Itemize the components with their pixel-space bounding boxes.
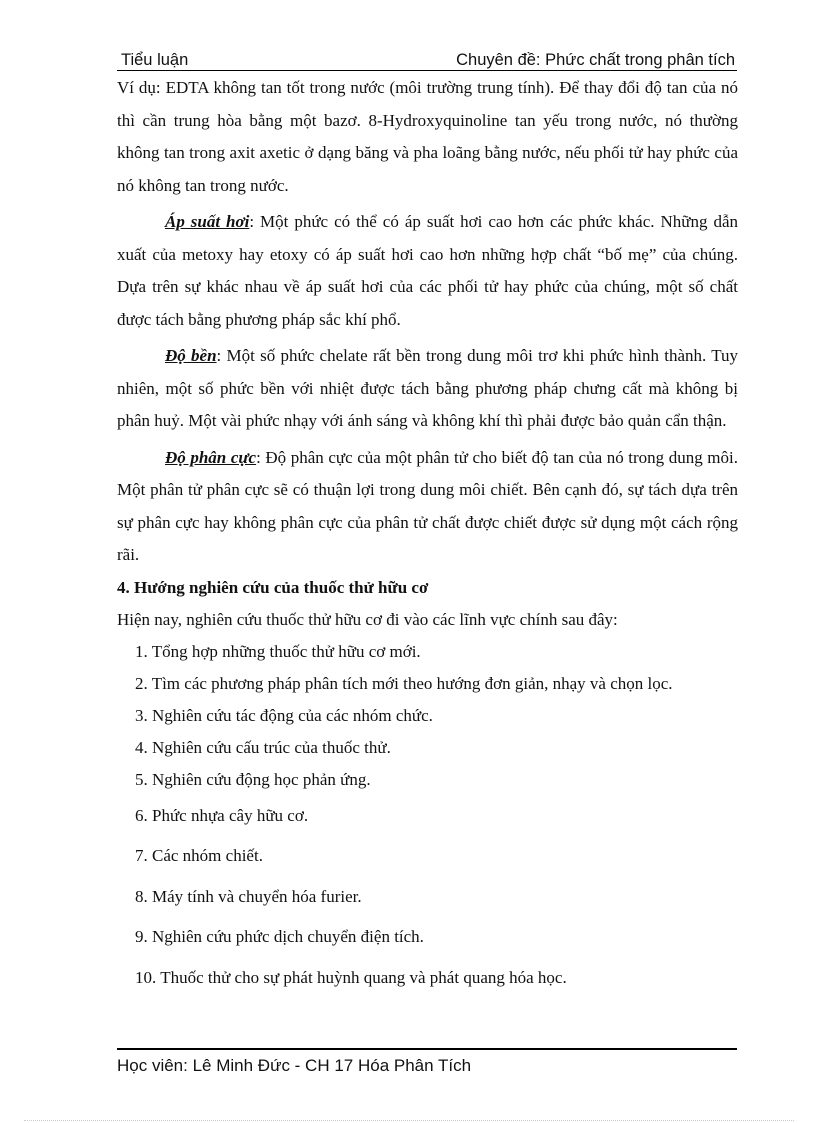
list-item: 10. Thuốc thử cho sự phát huỳnh quang và phát quang hóa học. <box>135 967 567 987</box>
document-body <box>117 72 738 998</box>
research-directions-list <box>117 636 738 999</box>
polarity-text: : Độ phân cực của một phân tử cho biết độ tan của nó trong dung môi. Một phân tử phân cực sẽ có thuận lợi trong dung môi chiết. Bên cạnh đó, sự tách dựa trên sự phân cực hay không phân cực của phân tử chất được chiết được sử dụng một cách rộng rãi. <box>117 447 738 564</box>
page-bottom-edge <box>24 1120 794 1121</box>
list-item: 8. Máy tính và chuyển hóa furier. <box>135 886 362 906</box>
section-heading: 4. Hướng nghiên cứu của thuốc thử hữu cơ <box>117 577 429 597</box>
list-item: 4. Nghiên cứu cấu trúc của thuốc thử. <box>135 737 391 757</box>
paragraph-edta-example: Ví dụ: EDTA không tan tốt trong nước (môi trường trung tính). Để thay đổi độ tan của nó thì cần trung hòa bằng một bazơ. 8-Hydroxyquinoline tan yếu trong nước, nó thường không tan trong axit axetic ở dạng băng và pha loãng bằng nước, nếu phối tử hay phức của nó không tan trong nước. <box>117 78 738 195</box>
list-item: 5. Nghiên cứu động học phản ứng. <box>135 769 371 789</box>
list-item: 7. Các nhóm chiết. <box>135 846 263 865</box>
term-vapor-pressure: Áp suất hơi <box>165 212 250 231</box>
page-footer: Học viên: Lê Minh Đức - CH 17 Hóa Phân Tích <box>117 1056 472 1075</box>
header-left-title: Tiểu luận <box>121 51 189 69</box>
term-polarity: Độ phân cực <box>165 447 257 467</box>
footer-divider <box>117 1048 737 1050</box>
vapor-pressure-text: : Một phức có thể có áp suất hơi cao hơn các phức khác. Những dẫn xuất của metoxy hay etoxy có áp suất hơi cao hơn những hợp chất “bố mẹ” của chúng. Dựa trên sự khác nhau về áp suất hơi của các phối tử hay phức của chúng, một số chất được tách bằng phương pháp sắc khí phổ. <box>117 212 738 329</box>
list-item: 9. Nghiên cứu phức dịch chuyển điện tích. <box>135 927 424 946</box>
section-intro: Hiện nay, nghiên cứu thuốc thử hữu cơ đi vào các lĩnh vực chính sau đây: <box>117 609 618 629</box>
stability-text: : Một số phức chelate rất bền trong dung môi trơ khi phức hình thành. Tuy nhiên, một số phức bền với nhiệt được tách bằng phương pháp chưng cất mà không bị phân huỷ. Một vài phức nhạy với ánh sáng và không khí thì phải được bảo quản cẩn thận. <box>117 346 738 430</box>
list-item: 3. Nghiên cứu tác động của các nhóm chức. <box>135 705 433 725</box>
list-item: 1. Tổng hợp những thuốc thử hữu cơ mới. <box>135 641 421 661</box>
paragraph-stability <box>117 340 738 438</box>
term-stability: Độ bền <box>165 346 217 365</box>
paragraph-polarity <box>117 442 738 572</box>
page-header <box>117 50 737 71</box>
header-right-title: Chuyên đề: Phức chất trong phân tích <box>456 51 735 69</box>
list-item: 6. Phức nhựa cây hữu cơ. <box>135 805 309 825</box>
paragraph-vapor-pressure <box>117 206 738 336</box>
list-item: 2. Tìm các phương pháp phân tích mới theo hướng đơn giản, nhạy và chọn lọc. <box>135 673 673 693</box>
